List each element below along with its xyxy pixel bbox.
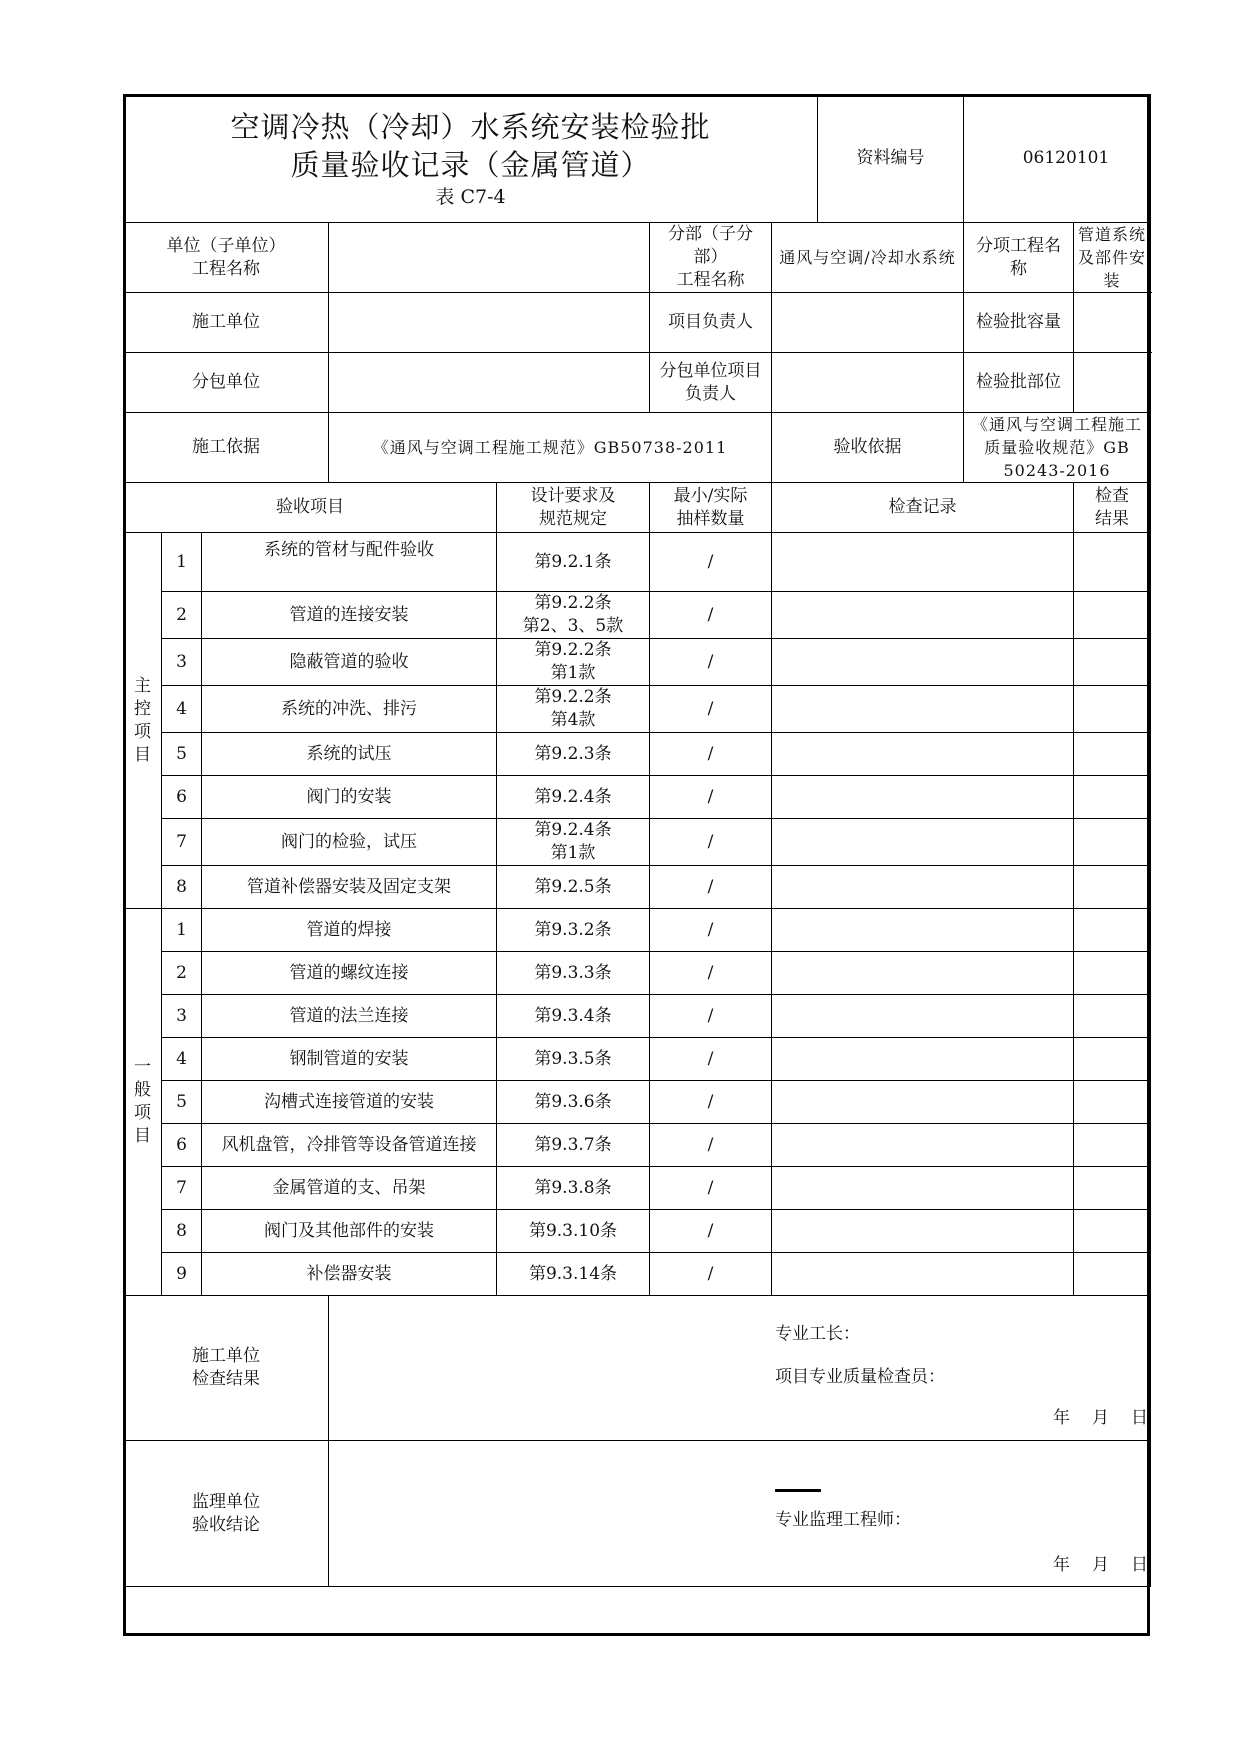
item-number: 4 — [162, 1038, 202, 1081]
item-clause: 第9.3.10条 — [497, 1210, 650, 1253]
item-name: 金属管道的支、吊架 — [202, 1167, 497, 1210]
item-number: 1 — [162, 533, 202, 592]
date-day: 日 — [1131, 1555, 1148, 1575]
item-clause: 第9.2.4条 第1款 — [497, 819, 650, 866]
table-number: 表 C7-4 — [435, 185, 506, 208]
subcontractor-label: 分包单位 — [124, 353, 329, 413]
foreman-label: 专业工长： — [775, 1324, 860, 1344]
item-name: 隐蔽管道的验收 — [202, 639, 497, 686]
item-name: 管道的连接安装 — [202, 592, 497, 639]
contractor-label: 施工单位 — [124, 293, 329, 353]
item-sample[interactable]: / — [650, 995, 772, 1038]
item-name: 系统的冲洗、排污 — [202, 686, 497, 733]
item-number: 5 — [162, 1081, 202, 1124]
item-name: 风机盘管，冷排管等设备管道连接 — [202, 1124, 497, 1167]
item-clause: 第9.2.2条 第4款 — [497, 686, 650, 733]
item-name: 系统的管材与配件验收 — [202, 533, 497, 592]
supervisor-check-label: 监理单位 验收结论 — [124, 1441, 329, 1587]
acceptance-basis-label: 验收依据 — [772, 413, 964, 483]
item-sample[interactable]: / — [650, 1210, 772, 1253]
item-number: 8 — [162, 866, 202, 909]
item-name: 管道的法兰连接 — [202, 995, 497, 1038]
doc-no-label: 资料编号 — [818, 95, 964, 223]
item-number: 1 — [162, 909, 202, 952]
item-name: 补偿器安装 — [202, 1253, 497, 1296]
item-sample[interactable]: / — [650, 1167, 772, 1210]
subitem-name-label: 分项工程名称 — [964, 223, 1074, 293]
date-year: 年 — [1053, 1408, 1070, 1428]
quality-inspector-label: 项目专业质量检查员： — [775, 1367, 945, 1387]
item-number: 4 — [162, 686, 202, 733]
item-sample[interactable]: / — [650, 533, 772, 592]
item-sample[interactable]: / — [650, 819, 772, 866]
item-name: 沟槽式连接管道的安装 — [202, 1081, 497, 1124]
item-sample[interactable]: / — [650, 733, 772, 776]
date-month: 月 — [1092, 1555, 1109, 1575]
sub-pm-label: 分包单位项目 负责人 — [650, 353, 772, 413]
date-month: 月 — [1092, 1408, 1109, 1428]
item-number: 3 — [162, 639, 202, 686]
item-sample[interactable]: / — [650, 776, 772, 819]
header-item: 验收项目 — [124, 483, 497, 533]
date-day: 日 — [1131, 1408, 1148, 1428]
title-line-1: 空调冷热（冷却）水系统安装检验批 — [230, 109, 711, 144]
item-number: 6 — [162, 1124, 202, 1167]
item-number: 9 — [162, 1253, 202, 1296]
category-text: 一般项目 — [134, 1057, 151, 1146]
unit-name-label: 单位（子单位） 工程名称 — [124, 223, 329, 293]
item-number: 3 — [162, 995, 202, 1038]
item-clause: 第9.3.6条 — [497, 1081, 650, 1124]
item-sample[interactable]: / — [650, 909, 772, 952]
item-clause: 第9.2.5条 — [497, 866, 650, 909]
doc-no-value: 06120101 — [964, 95, 1151, 223]
header-sample: 最小/实际 抽样数量 — [650, 483, 772, 533]
item-number: 7 — [162, 1167, 202, 1210]
division-name-value[interactable]: 通风与空调/冷却水系统 — [772, 223, 964, 293]
date-year: 年 — [1053, 1555, 1070, 1575]
item-name: 管道的螺纹连接 — [202, 952, 497, 995]
item-clause: 第9.3.7条 — [497, 1124, 650, 1167]
construction-basis-label: 施工依据 — [124, 413, 329, 483]
acceptance-basis-value: 《通风与空调工程施工质量验收规范》GB 50243-2016 — [964, 413, 1151, 483]
item-number: 5 — [162, 733, 202, 776]
item-name: 管道补偿器安装及固定支架 — [202, 866, 497, 909]
item-clause: 第9.2.2条 第2、3、5款 — [497, 592, 650, 639]
item-name: 钢制管道的安装 — [202, 1038, 497, 1081]
item-sample[interactable]: / — [650, 1038, 772, 1081]
contractor-check-label: 施工单位 检查结果 — [124, 1296, 329, 1441]
item-clause: 第9.3.2条 — [497, 909, 650, 952]
header-design: 设计要求及 规范规定 — [497, 483, 650, 533]
header-record: 检查记录 — [772, 483, 1074, 533]
item-sample[interactable]: / — [650, 592, 772, 639]
item-name: 管道的焊接 — [202, 909, 497, 952]
construction-basis-value: 《通风与空调工程施工规范》GB50738-2011 — [329, 413, 772, 483]
item-number: 6 — [162, 776, 202, 819]
supervising-engineer-label: 专业监理工程师： — [775, 1510, 911, 1530]
item-sample[interactable]: / — [650, 1124, 772, 1167]
subitem-name-value[interactable]: 管道系统及部件安装 — [1074, 223, 1151, 293]
item-name: 阀门及其他部件的安装 — [202, 1210, 497, 1253]
item-clause: 第9.2.3条 — [497, 733, 650, 776]
item-sample[interactable]: / — [650, 686, 772, 733]
batch-location-label: 检验批部位 — [964, 353, 1074, 413]
item-clause: 第9.3.5条 — [497, 1038, 650, 1081]
item-sample[interactable]: / — [650, 1253, 772, 1296]
item-sample[interactable]: / — [650, 1081, 772, 1124]
division-name-label: 分部（子分部） 工程名称 — [650, 223, 772, 293]
item-sample[interactable]: / — [650, 639, 772, 686]
item-sample[interactable]: / — [650, 866, 772, 909]
category-text: 主控项目 — [134, 675, 151, 765]
header-result: 检查 结果 — [1074, 483, 1151, 533]
item-name: 阀门的安装 — [202, 776, 497, 819]
item-number: 8 — [162, 1210, 202, 1253]
project-manager-label: 项目负责人 — [650, 293, 772, 353]
item-sample[interactable]: / — [650, 952, 772, 995]
item-number: 2 — [162, 592, 202, 639]
item-clause: 第9.2.2条 第1款 — [497, 639, 650, 686]
item-name: 系统的试压 — [202, 733, 497, 776]
item-clause: 第9.3.4条 — [497, 995, 650, 1038]
item-clause: 第9.3.3条 — [497, 952, 650, 995]
item-clause: 第9.3.14条 — [497, 1253, 650, 1296]
item-number: 2 — [162, 952, 202, 995]
item-clause: 第9.2.4条 — [497, 776, 650, 819]
batch-capacity-label: 检验批容量 — [964, 293, 1074, 353]
page-border — [123, 94, 1150, 1636]
title-line-2: 质量验收记录（金属管道） — [290, 147, 651, 182]
item-number: 7 — [162, 819, 202, 866]
item-clause: 第9.2.1条 — [497, 533, 650, 592]
item-name: 阀门的检验，试压 — [202, 819, 497, 866]
item-clause: 第9.3.8条 — [497, 1167, 650, 1210]
